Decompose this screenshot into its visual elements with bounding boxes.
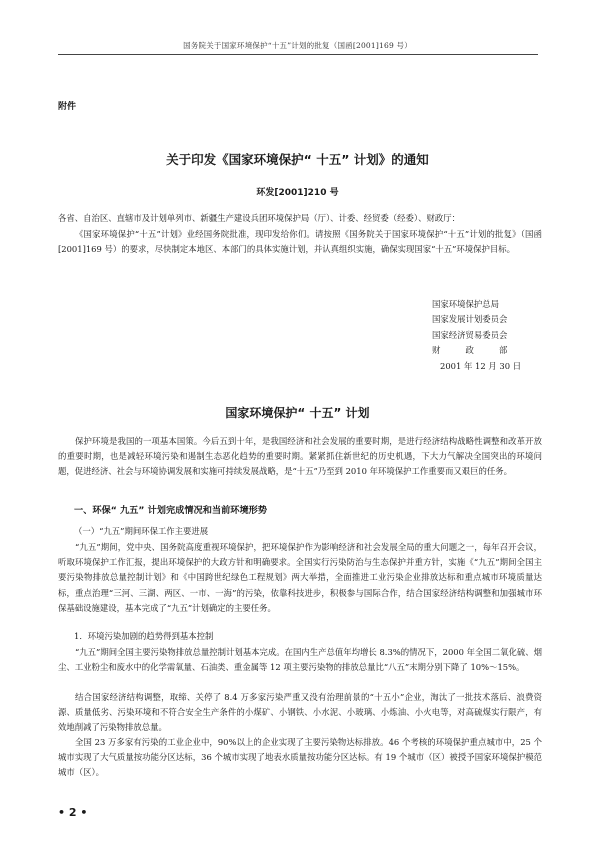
section-heading: 一、环保“ 九五” 计划完成情况和当前环境形势	[74, 505, 268, 516]
item-heading: 1．环境污染加剧的趋势得到基本控制	[74, 631, 214, 641]
paragraph-enterprises: 全国 23 万多家有污染的工业企业中，90%以上的企业实现了主要污染物达标排放。46 个考核的环境保护重点城市中，25 个城市实现了大气质量按功能分区达标，36 个城市实现了地表水质量按功能分区达标。有 19 个城市（区）被授予国家环境保护模范城市（区）。	[58, 737, 542, 778]
paragraph-closures: 结合国家经济结构调整，取缔、关停了 8.4 万多家污染严重又没有治理前景的“十五小”企业，淘汰了一批技术落后、浪费资源、质量低劣、污染环境和不符合安全生产条件的小煤矿、小钢铁、小水泥、小玻璃、小炼油、小火电等，对高硫煤实行限产，有效地削减了污染物排放总量。	[58, 692, 542, 733]
running-header: 国务院关于国家环境保护“十五”计划的批复（国函[2001]169 号）	[183, 41, 412, 50]
paragraph-ninth-plan: “九五”期间，党中央、国务院高度重视环境保护，把环境保护作为影响经济和社会发展全局的重大问题之一，每年召开会议，听取环境保护工作汇报，提出环境保护的大政方针和明确要求。全国实行污染防治与生态保护并重方针，实施《“九五”期间全国主要污染物排放总量控制计划》和《中国跨世纪绿色工程规划》两大举措，全面推进工业污染企业排放达标和重点城市环境质量达标，重点治理“三河、三湖、两区、一市、一海”的污染，依靠科技进步，积极参与国际合作，结合国家经济结构调整和加强城市环保基础设施建设，基本完成了“九五”计划确定的主要任务。	[58, 542, 542, 613]
signatory-mof: 财 政 部	[432, 345, 508, 356]
addressees: 各省、自治区、直辖市及计划单列市、新疆生产建设兵团环境保护局（厅）、计委、经贸委（经委）、财政厅：	[58, 213, 460, 223]
notice-title: 关于印发《国家环境保护“ 十五” 计划》的通知	[166, 152, 429, 167]
signatory-setc: 国家经济贸易委员会	[432, 329, 508, 340]
intro-paragraph: 保护环境是我国的一项基本国策。今后五到十年，是我国经济和社会发展的重要时期，是进行经济结构战略性调整和改革开放的重要时期，也是减轻环境污染和遏制生态恶化趋势的重要时期。紧紧抓住新世纪的历史机遇，下大力气解决全国突出的环境问题，促进经济、社会与环境协调发展和实施可持续发展战略，是“十五”乃至到 2010 年环境保护工作重要而又艰巨的任务。	[58, 436, 542, 477]
document-number: 环发[2001]210 号	[256, 188, 339, 198]
header-divider	[58, 54, 538, 55]
notice-body: 《国家环境保护“十五”计划》业经国务院批准，现印发给你们。请按照《国务院关于国家环境保护“十五”计划的批复》（国函[2001]169 号）的要求，尽快制定本地区、本部门的具体实施计划，并认真组织实施，确保实现国家“十五”环境保护目标。	[58, 229, 542, 255]
signatory-sdpc: 国家发展计划委员会	[432, 314, 508, 325]
signatory-sepa: 国家环境保护总局	[432, 299, 499, 309]
paragraph-total-control: “九五”期间全国主要污染物排放总量控制计划基本完成。在国内生产总值年均增长 8.3%的情况下，2000 年全国二氧化硫、烟尘、工业粉尘和废水中的化学需氧量、石油类、重金属等 12 项主要污染物的排放总量比“八五”末期分别下降了 10%～15%。	[58, 647, 542, 673]
page-number: • 2 •	[58, 806, 88, 819]
signature-date: 2001 年 12 月 30 日	[440, 360, 522, 371]
attachment-label: 附件	[58, 102, 77, 112]
plan-title: 国家环境保护“ 十五” 计划	[225, 406, 370, 420]
subsection-heading: （一）“九五”期间环保工作主要进展	[74, 526, 209, 536]
signatories	[432, 297, 521, 374]
